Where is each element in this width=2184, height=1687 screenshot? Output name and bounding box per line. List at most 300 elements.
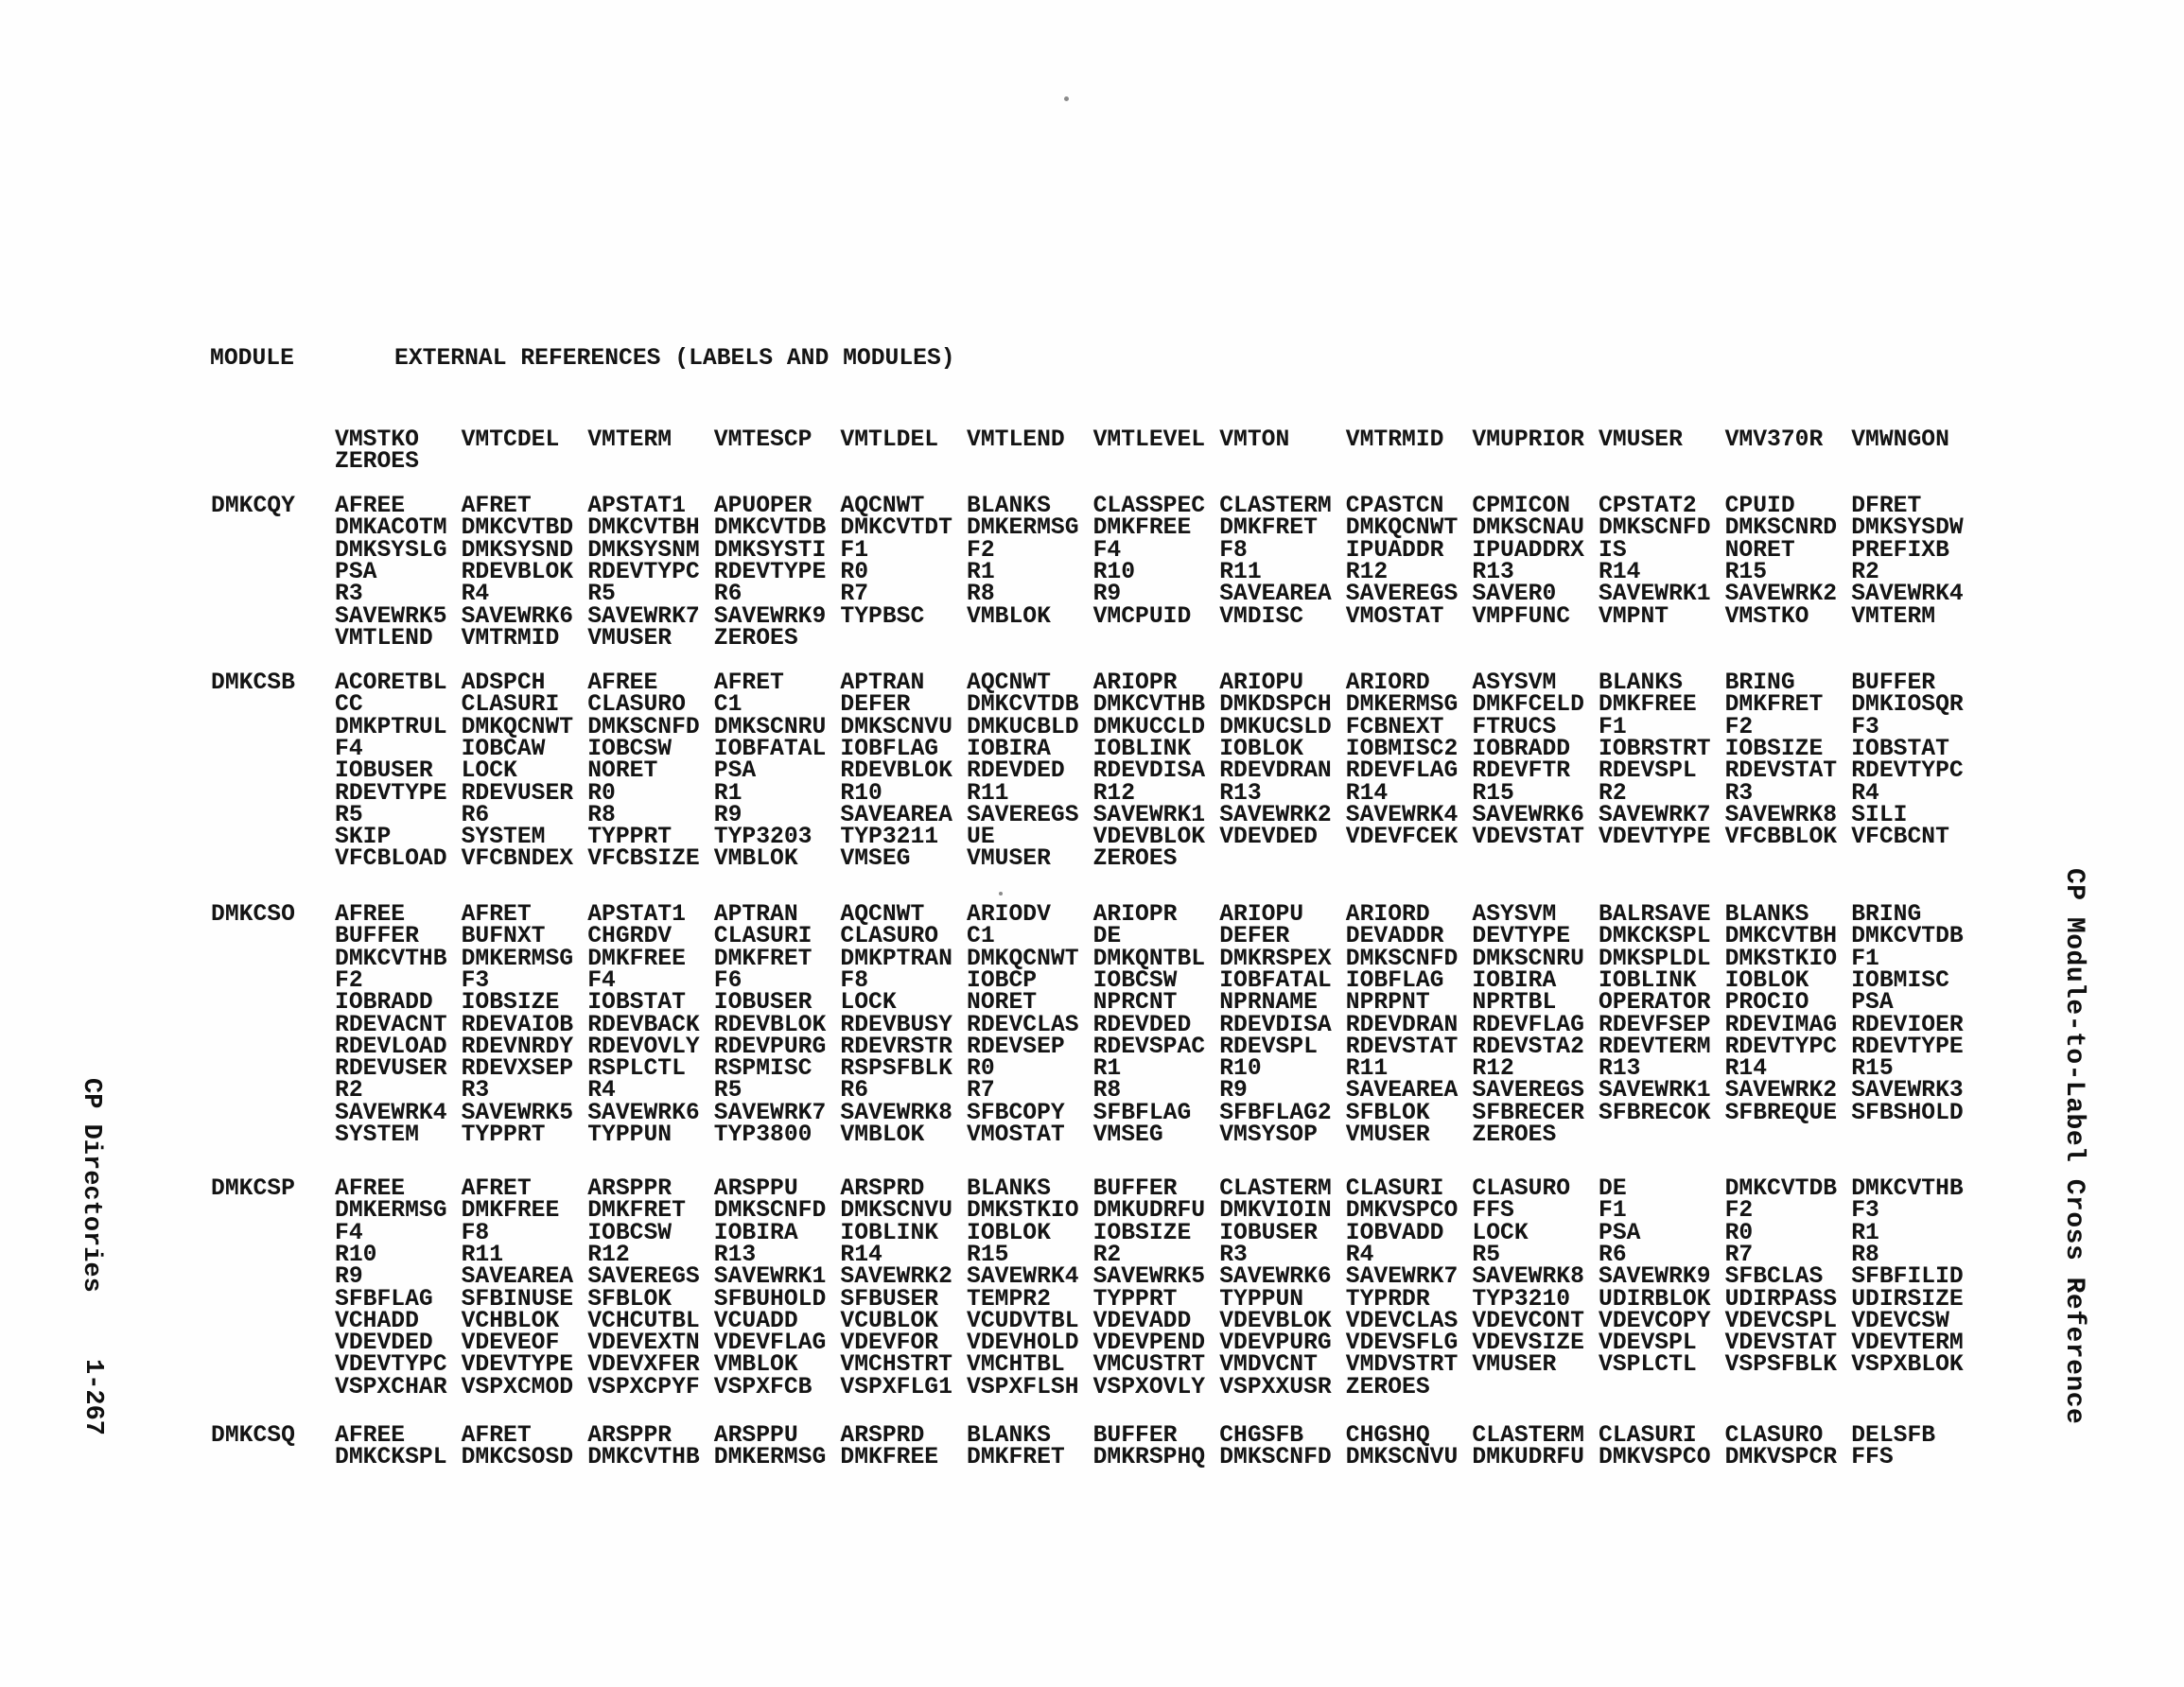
xref-label: CLASURO: [840, 923, 939, 950]
xref-label: DMKCVTHB: [1851, 1175, 1964, 1202]
xref-label: ARIORD: [1345, 901, 1430, 928]
xref-label: R9: [1219, 1077, 1248, 1104]
xref-label: R15: [967, 1241, 1009, 1268]
xref-label: IOBLOK: [1219, 735, 1304, 762]
xref-label: DMKSPLDL: [1599, 945, 1711, 972]
xref-label: PSA: [1599, 1219, 1641, 1246]
xref-label: R3: [335, 581, 363, 608]
xref-label: IOBLOK: [1724, 966, 1809, 994]
xref-label: VDEVFLAG: [713, 1330, 827, 1357]
xref-label: DMKPTRUL: [335, 713, 447, 740]
xref-label: DMKCVTHB: [335, 945, 447, 972]
xref-label: VMTERM: [587, 426, 673, 453]
xref-label: R13: [1472, 558, 1514, 585]
xref-label: SFBLOK: [587, 1285, 673, 1313]
xref-label: SFBUSER: [840, 1285, 939, 1313]
xref-label: SFBSHOLD: [1851, 1099, 1964, 1126]
xref-label: DMKSCNFD: [1219, 1444, 1332, 1471]
xref-label: PREFIXB: [1851, 536, 1949, 564]
xref-label: CLASURI: [1599, 1422, 1697, 1449]
xref-label: RDEVTYPC: [1851, 757, 1964, 785]
xref-label: VDEVHOLD: [967, 1330, 1079, 1357]
xref-label: SAVEREGS: [1345, 581, 1459, 608]
xref-label: DMKFREE: [587, 945, 686, 972]
xref-label: DMKQCNWT: [967, 945, 1079, 972]
xref-label: C1: [967, 923, 995, 950]
xref-label: VMPFUNC: [1472, 602, 1571, 630]
xref-label: R2: [1599, 779, 1627, 807]
xref-label: DMKCKSPL: [1599, 923, 1711, 950]
xref-label: VMBLOK: [713, 1351, 798, 1379]
xref-label: NPRNAME: [1219, 989, 1318, 1017]
xref-label: PROCIO: [1724, 989, 1809, 1017]
xref-label: DEVTYPE: [1472, 923, 1571, 950]
xref-label: NPRTBL: [1472, 989, 1557, 1017]
sidebar-section-title: CP Directories: [77, 1078, 105, 1293]
xref-label: ASYSVM: [1472, 670, 1557, 696]
xref-label: R11: [1345, 1055, 1389, 1083]
xref-label: BUFFER: [335, 923, 419, 950]
xref-label: VMBLOK: [967, 602, 1051, 630]
column-heading-external-references: EXTERNAL REFERENCES (LABELS AND MODULES): [394, 345, 955, 372]
xref-label: ARIOPR: [1092, 670, 1178, 696]
xref-label: F6: [713, 966, 743, 994]
xref-label: R4: [1345, 1241, 1374, 1268]
xref-label: R11: [1219, 558, 1262, 585]
xref-label: RDEVNRDY: [461, 1033, 574, 1060]
xref-label: R11: [461, 1241, 504, 1268]
xref-label: SAVEAREA: [1219, 581, 1332, 608]
xref-label: RDEVACNT: [335, 1011, 447, 1038]
module-name: DMKCQY: [211, 493, 295, 519]
xref-label: DMKUCBLD: [967, 713, 1079, 740]
xref-label: SAVEREGS: [967, 801, 1079, 828]
xref-label: RDEVAIOB: [461, 1011, 574, 1038]
xref-label: SFBREQUE: [1724, 1099, 1838, 1126]
xref-label: R1: [713, 779, 743, 807]
xref-label: TYPPRT: [1092, 1285, 1178, 1313]
xref-label: SAVEREGS: [587, 1263, 700, 1291]
xref-label: CLASURO: [1724, 1422, 1824, 1449]
xref-label: F4: [335, 1219, 363, 1246]
xref-label: VMV370R: [1724, 426, 1824, 453]
xref-label: SAVEWRK3: [1851, 1077, 1964, 1104]
xref-label: SAVEWRK2: [1219, 801, 1332, 828]
xref-label: VDEVPEND: [1092, 1330, 1206, 1357]
xref-label: IOBLINK: [1599, 966, 1697, 994]
xref-label: IOBRADD: [335, 989, 433, 1017]
xref-label: IOBMISC2: [1345, 735, 1459, 762]
xref-label: DMKFCELD: [1472, 691, 1584, 719]
xref-label: RDEVFLAG: [1345, 757, 1459, 785]
xref-label: RDEVBLOK: [461, 558, 574, 585]
xref-label: VMCUSTRT: [1092, 1351, 1206, 1379]
xref-label: BLANKS: [967, 1422, 1051, 1449]
xref-label: VMBLOK: [840, 1122, 925, 1148]
xref-label: TYP3210: [1472, 1285, 1571, 1313]
xref-label: VMTRMID: [1345, 426, 1444, 453]
xref-label: LOCK: [840, 989, 897, 1017]
xref-label: RSPMISC: [713, 1055, 812, 1083]
xref-label: DMKIOSQR: [1851, 691, 1964, 719]
xref-label: VMTLEND: [335, 624, 433, 652]
module-name: DMKCSO: [211, 901, 295, 928]
xref-label: DMKCKSPL: [335, 1444, 447, 1471]
xref-label: BUFNXT: [461, 923, 546, 950]
xref-label: TYPPUN: [587, 1122, 673, 1148]
xref-label: DMKFRET: [1724, 691, 1824, 719]
xref-label: AQCNWT: [840, 493, 925, 519]
xref-label: DMKCVTBD: [461, 514, 574, 542]
xref-label: DMKRSPHQ: [1092, 1444, 1206, 1471]
xref-label: R14: [1345, 779, 1389, 807]
xref-label: ARIOPU: [1219, 901, 1304, 928]
xref-label: DMKDSPCH: [1219, 691, 1332, 719]
xref-label: DELSFB: [1851, 1422, 1936, 1449]
xref-label: DMKUDRFU: [1472, 1444, 1584, 1471]
xref-label: NORET: [587, 757, 658, 785]
xref-label: SAVEAREA: [840, 801, 952, 828]
xref-label: VDEVCSPL: [1724, 1307, 1838, 1334]
xref-label: R0: [840, 558, 869, 585]
xref-label: BRING: [1851, 901, 1922, 928]
xref-label: IOBCAW: [461, 735, 546, 762]
xref-label: ARIORD: [1345, 670, 1430, 696]
xref-label: SAVEWRK4: [967, 1263, 1079, 1291]
xref-label: SAVEWRK7: [713, 1099, 827, 1126]
xref-label: VDEVBLOK: [1219, 1307, 1332, 1334]
xref-label: DMKSCNFD: [713, 1197, 827, 1225]
xref-label: DMKUDRFU: [1092, 1197, 1206, 1225]
xref-label: R6: [840, 1077, 869, 1104]
xref-label: VDEVPURG: [1219, 1330, 1332, 1357]
xref-label: SAVEWRK6: [587, 1099, 700, 1126]
xref-label: F2: [335, 966, 363, 994]
xref-label: SILI: [1851, 801, 1908, 828]
xref-label: R10: [840, 779, 882, 807]
scan-speck: [1064, 96, 1069, 101]
xref-label: VDEVFOR: [840, 1330, 939, 1357]
xref-label: DMKERMSG: [713, 1444, 827, 1471]
xref-label: SAVEWRK8: [1472, 1263, 1584, 1291]
xref-label: IPUADDRX: [1472, 536, 1584, 564]
xref-label: SAVEWRK4: [335, 1099, 447, 1126]
xref-label: AFREE: [335, 1422, 406, 1449]
xref-label: VDEVDED: [1219, 824, 1318, 851]
xref-label: R10: [1219, 1055, 1262, 1083]
xref-label: IOBLOK: [967, 1219, 1051, 1246]
xref-label: VDEVCONT: [1472, 1307, 1584, 1334]
xref-label: R13: [713, 1241, 757, 1268]
xref-label: VSPXXUSR: [1219, 1373, 1332, 1400]
xref-label: SFBFLAG: [335, 1285, 433, 1313]
xref-label: IOBUSER: [1219, 1219, 1318, 1246]
xref-label: F3: [1851, 1197, 1879, 1225]
xref-label: R7: [840, 581, 869, 608]
xref-label: VFCBLOAD: [335, 845, 447, 873]
xref-label: R1: [967, 558, 995, 585]
xref-label: VMTLEVEL: [1092, 426, 1206, 453]
xref-label: VDEVEXTN: [587, 1330, 700, 1357]
xref-label: F1: [1599, 1197, 1627, 1225]
xref-label: CLASURI: [713, 923, 812, 950]
xref-label: RDEVBACK: [587, 1011, 700, 1038]
xref-label: R1: [1092, 1055, 1122, 1083]
xref-label: R11: [967, 779, 1009, 807]
xref-label: DMKSYSND: [461, 536, 574, 564]
xref-label: F1: [840, 536, 869, 564]
xref-label: BLANKS: [967, 1175, 1051, 1202]
xref-label: ZEROES: [1472, 1122, 1557, 1148]
xref-label: F2: [1724, 713, 1754, 740]
xref-label: RDEVSTAT: [1724, 757, 1838, 785]
xref-label: CHGRDV: [587, 923, 673, 950]
xref-label: DMKFRET: [967, 1444, 1065, 1471]
xref-label: VCUBLOK: [840, 1307, 939, 1334]
xref-label: IOBUSER: [335, 757, 433, 785]
xref-label: ZEROES: [1092, 845, 1178, 873]
xref-label: R3: [461, 1077, 490, 1104]
xref-label: DMKSYSLG: [335, 536, 447, 564]
xref-label: VSPXFLG1: [840, 1373, 952, 1400]
xref-label: R9: [713, 801, 743, 828]
xref-label: R9: [335, 1263, 363, 1291]
xref-label: R3: [1724, 779, 1754, 807]
page-number: 1-267: [79, 1359, 107, 1436]
xref-label: SAVEWRK4: [1345, 801, 1459, 828]
xref-label: DMKFRET: [587, 1197, 686, 1225]
xref-label: DMKCVTDT: [840, 514, 952, 542]
xref-label: ACORETBL: [335, 670, 447, 696]
xref-label: RDEVTYPE: [335, 779, 447, 807]
xref-label: SAVEWRK7: [1599, 801, 1711, 828]
xref-label: FFS: [1851, 1444, 1894, 1471]
xref-label: VMTCDEL: [461, 426, 560, 453]
xref-label: APUOPER: [713, 493, 812, 519]
xref-label: SAVEWRK5: [335, 602, 447, 630]
module-name: DMKCSP: [211, 1175, 295, 1202]
xref-label: DMKSCNRU: [1472, 945, 1584, 972]
xref-label: NPRCNT: [1092, 989, 1178, 1017]
xref-label: C1: [713, 691, 743, 719]
xref-label: R12: [1472, 1055, 1514, 1083]
xref-label: IS: [1599, 536, 1627, 564]
xref-label: R0: [1724, 1219, 1754, 1246]
xref-label: IOBCP: [967, 966, 1038, 994]
xref-label: APSTAT1: [587, 901, 686, 928]
xref-label: RSPSFBLK: [840, 1055, 952, 1083]
xref-label: IOBLINK: [1092, 735, 1192, 762]
xref-label: DMKCVTHB: [587, 1444, 700, 1471]
xref-label: AFREE: [335, 493, 406, 519]
xref-label: ARSPPU: [713, 1422, 798, 1449]
xref-label: BUFFER: [1851, 670, 1936, 696]
xref-label: DMKSYSDW: [1851, 514, 1964, 542]
xref-label: DMKSCNAU: [1472, 514, 1584, 542]
xref-label: DMKCVTDB: [967, 691, 1079, 719]
xref-label: UDIRPASS: [1724, 1285, 1838, 1313]
xref-label: VMTESCP: [713, 426, 812, 453]
xref-label: VMDISC: [1219, 602, 1304, 630]
xref-label: SAVEWRK6: [461, 602, 574, 630]
xref-label: VSPXCPYF: [587, 1373, 700, 1400]
xref-label: IOBRSTRT: [1599, 735, 1711, 762]
xref-label: R15: [1724, 558, 1768, 585]
xref-label: SFBCOPY: [967, 1099, 1065, 1126]
xref-label: VMUSER: [967, 845, 1051, 873]
xref-label: VMSEG: [1092, 1122, 1163, 1148]
xref-label: BLANKS: [967, 493, 1051, 519]
xref-label: RDEVTERM: [1599, 1033, 1711, 1060]
xref-label: SAVEWRK9: [1599, 1263, 1711, 1291]
xref-label: DMKSCNFD: [1345, 945, 1459, 972]
xref-label: DEFER: [1219, 923, 1290, 950]
xref-label: AFREE: [335, 901, 406, 928]
xref-label: PSA: [1851, 989, 1894, 1017]
xref-label: CPMICON: [1472, 493, 1571, 519]
xref-label: APSTAT1: [587, 493, 686, 519]
xref-label: ARIOPU: [1219, 670, 1304, 696]
xref-label: ARIOPR: [1092, 901, 1178, 928]
xref-label: UDIRBLOK: [1599, 1285, 1711, 1313]
xref-label: IOBRADD: [1472, 735, 1571, 762]
xref-label: ZEROES: [1345, 1373, 1430, 1400]
xref-label: DMKQNTBL: [1092, 945, 1206, 972]
xref-label: R15: [1472, 779, 1514, 807]
xref-label: VMSTKO: [1724, 602, 1809, 630]
xref-label: RDEVDRAN: [1219, 757, 1332, 785]
xref-label: NORET: [1724, 536, 1795, 564]
xref-label: VSPSFBLK: [1724, 1351, 1838, 1379]
xref-label: RDEVBLOK: [840, 757, 952, 785]
xref-label: TYPBSC: [840, 602, 925, 630]
xref-label: R5: [335, 801, 363, 828]
xref-label: R7: [967, 1077, 995, 1104]
xref-label: DMKCVTDB: [1724, 1175, 1838, 1202]
xref-label: SFBFLAG: [1092, 1099, 1192, 1126]
xref-label: SAVEWRK7: [1345, 1263, 1459, 1291]
xref-label: F3: [461, 966, 490, 994]
xref-label: R1: [1851, 1219, 1879, 1246]
xref-label: SAVEWRK1: [1599, 1077, 1711, 1104]
xref-label: DMKFREE: [1599, 691, 1697, 719]
xref-label: R5: [587, 581, 616, 608]
xref-label: LOCK: [1472, 1219, 1529, 1246]
xref-label: BALRSAVE: [1599, 901, 1711, 928]
xref-label: RDEVTYPE: [1851, 1033, 1964, 1060]
xref-label: RDEVDED: [967, 757, 1065, 785]
xref-label: R14: [1724, 1055, 1768, 1083]
xref-label: VSPXBLOK: [1851, 1351, 1964, 1379]
xref-label: BLANKS: [1724, 901, 1809, 928]
xref-label: RDEVXSEP: [461, 1055, 574, 1083]
xref-label: SAVER0: [1472, 581, 1557, 608]
xref-label: DMKQCNWT: [1345, 514, 1459, 542]
xref-label: APTRAN: [713, 901, 798, 928]
xref-label: R2: [1092, 1241, 1122, 1268]
xref-label: VMTLEND: [967, 426, 1065, 453]
module-name: DMKCSB: [211, 670, 295, 696]
xref-label: SFBRECER: [1472, 1099, 1584, 1126]
xref-label: DMKRSPEX: [1219, 945, 1332, 972]
xref-label: R0: [967, 1055, 995, 1083]
xref-label: R12: [587, 1241, 630, 1268]
xref-label: DMKSCNFD: [1599, 514, 1711, 542]
xref-label: R4: [1851, 779, 1879, 807]
xref-label: DMKSCNRU: [713, 713, 827, 740]
xref-label: R15: [1851, 1055, 1894, 1083]
xref-label: IOBIRA: [967, 735, 1051, 762]
xref-label: SFBUHOLD: [713, 1285, 827, 1313]
xref-label: SFBCLAS: [1724, 1263, 1824, 1291]
xref-label: VFCBCNT: [1851, 824, 1949, 851]
xref-label: IOBSTAT: [587, 989, 686, 1017]
xref-label: SYSTEM: [461, 824, 546, 851]
xref-label: VMUPRIOR: [1472, 426, 1584, 453]
xref-label: R2: [335, 1077, 363, 1104]
xref-label: R7: [1724, 1241, 1754, 1268]
xref-label: RDEVTYPC: [587, 558, 700, 585]
xref-label: ARIODV: [967, 901, 1051, 928]
xref-label: VSPXFLSH: [967, 1373, 1079, 1400]
xref-label: DFRET: [1851, 493, 1922, 519]
xref-label: R12: [1092, 779, 1136, 807]
xref-label: CHGSHQ: [1345, 1422, 1430, 1449]
xref-label: DMKERMSG: [967, 514, 1079, 542]
xref-label: FTRUCS: [1472, 713, 1557, 740]
xref-label: RDEVSTAT: [1345, 1033, 1459, 1060]
xref-label: DMKSCNRD: [1724, 514, 1838, 542]
xref-label: ZEROES: [335, 448, 419, 476]
xref-label: RDEVPURG: [713, 1033, 827, 1060]
xref-label: DMKUCCLD: [1092, 713, 1206, 740]
xref-label: RDEVDRAN: [1345, 1011, 1459, 1038]
xref-label: VMTON: [1219, 426, 1290, 453]
xref-label: LOCK: [461, 757, 517, 785]
xref-label: SAVEWRK1: [1599, 581, 1711, 608]
xref-label: VDEVDED: [335, 1330, 433, 1357]
xref-label: RDEVFTR: [1472, 757, 1571, 785]
xref-label: R10: [335, 1241, 377, 1268]
xref-label: VDEVTYPC: [335, 1351, 447, 1379]
xref-label: R6: [461, 801, 490, 828]
xref-label: DMKACOTM: [335, 514, 447, 542]
xref-label: R8: [587, 801, 616, 828]
xref-label: VMUSER: [587, 624, 673, 652]
xref-label: R6: [1599, 1241, 1627, 1268]
xref-label: F2: [1724, 1197, 1754, 1225]
xref-label: SAVEAREA: [461, 1263, 574, 1291]
xref-label: SFBINUSE: [461, 1285, 574, 1313]
xref-label: AQCNWT: [840, 901, 925, 928]
xref-label: CLASSPEC: [1092, 493, 1206, 519]
xref-label: DMKSCNVU: [840, 713, 952, 740]
xref-label: NPRPNT: [1345, 989, 1430, 1017]
xref-label: VDEVSPL: [1599, 1330, 1697, 1357]
xref-label: DMKSYSTI: [713, 536, 827, 564]
xref-label: IOBLINK: [840, 1219, 939, 1246]
xref-label: VDEVEOF: [461, 1330, 560, 1357]
xref-label: DMKCVTHB: [1092, 691, 1206, 719]
xref-label: RDEVBUSY: [840, 1011, 952, 1038]
xref-label: RDEVRSTR: [840, 1033, 952, 1060]
xref-label: VDEVCOPY: [1599, 1307, 1711, 1334]
xref-label: ARSPPR: [587, 1175, 673, 1202]
xref-label: TYPPRT: [461, 1122, 546, 1148]
xref-label: CPSTAT2: [1599, 493, 1697, 519]
xref-label: IOBFLAG: [1345, 966, 1444, 994]
xref-label: R8: [1092, 1077, 1122, 1104]
